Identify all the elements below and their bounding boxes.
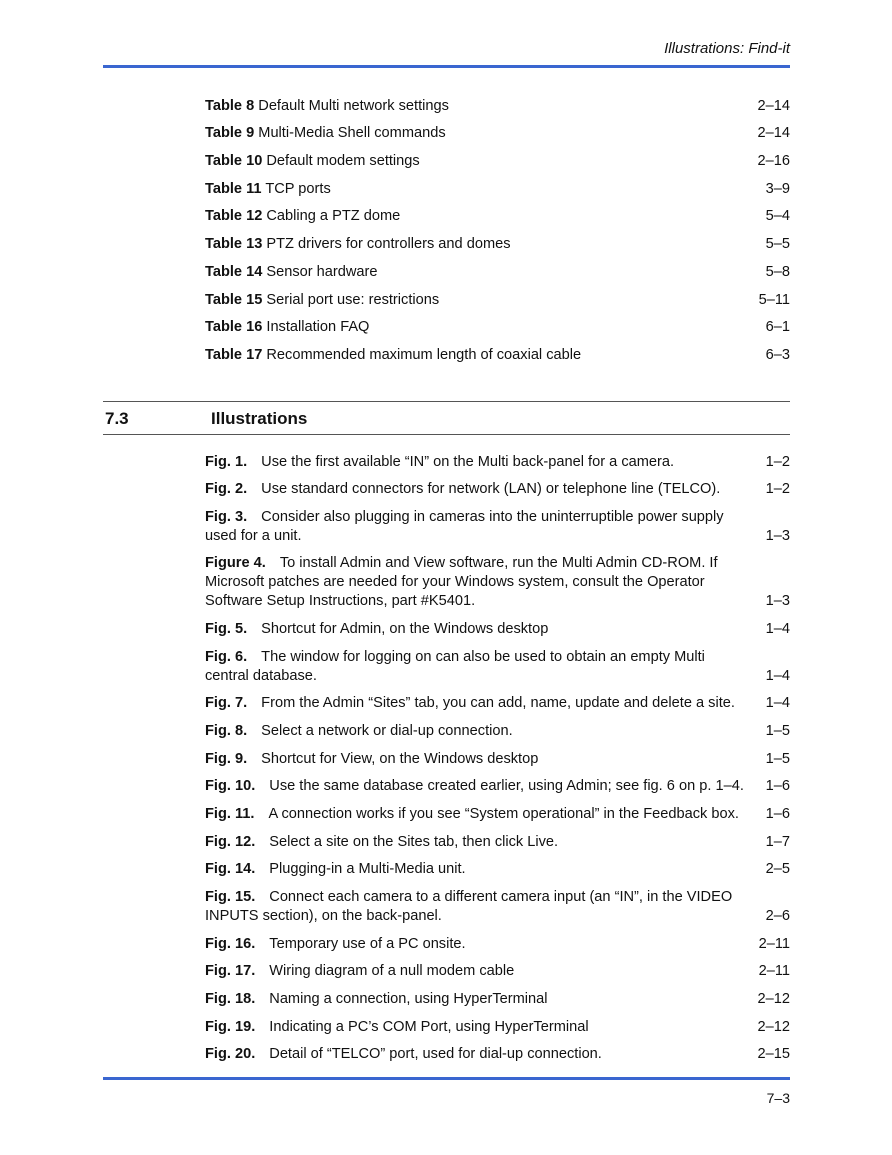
page-ref: 1–4 — [765, 621, 790, 638]
footer-rule — [103, 1077, 790, 1080]
header-rule — [103, 65, 790, 68]
list-item — [205, 1009, 790, 1037]
table-label: Table 16 — [205, 319, 263, 336]
figure-label: Fig. 7. — [205, 695, 248, 712]
figure-list — [205, 444, 790, 1064]
figure-label: Fig. 1. — [205, 453, 248, 470]
list-item: Table 16 Installation FAQ 6–1 — [205, 319, 790, 336]
page-ref: 1–4 — [765, 695, 790, 712]
list-item: Table 13 PTZ drivers for controllers and domes 5–5 — [205, 236, 790, 253]
figure-caption: A connection works if you see “System operational” in the Feedback box. — [268, 806, 739, 822]
list-item — [205, 796, 790, 824]
page-ref: 1–3 — [765, 527, 790, 544]
figure-label: Fig. 19. — [205, 1018, 256, 1035]
figure-caption: Wiring diagram of a null modem cable — [269, 963, 515, 980]
figure-label: Fig. 16. — [205, 935, 256, 952]
figure-caption: Use the first available “IN” on the Multi back-panel for a camera. — [261, 453, 675, 470]
page-ref: 2–11 — [758, 963, 790, 980]
figure-caption: To install Admin and View software, run the Multi Admin CD-ROM. If Microsoft patches are needed for your Windows system, consult the Operator Software Setup Instructions, part #K5401. — [205, 555, 718, 610]
figure-caption: Consider also plugging in cameras into the uninterruptible power supply used for a unit. — [205, 508, 724, 544]
list-item: Table 15 Serial port use: restrictions 5–11 — [205, 291, 790, 308]
page-ref: 1–5 — [765, 722, 790, 739]
figure-label: Fig. 2. — [205, 481, 248, 498]
table-list — [205, 88, 790, 365]
list-item — [205, 879, 790, 926]
page-ref: 2–5 — [765, 861, 790, 878]
figure-label: Fig. 3. — [205, 508, 248, 525]
figure-label: Fig. 9. — [205, 750, 248, 767]
figure-label: Fig. 8. — [205, 722, 248, 739]
list-item: Table 9 Multi-Media Shell commands 2–14 — [205, 125, 790, 142]
figure-label: Fig. 12. — [205, 833, 256, 850]
page-ref: 2–11 — [758, 935, 790, 952]
table-label: Table 12 — [205, 208, 263, 225]
table-label: Table 11 — [205, 180, 262, 197]
figure-caption: Select a site on the Sites tab, then click Live. — [269, 833, 559, 850]
page-number: 7–3 — [766, 1090, 790, 1106]
figure-caption: Detail of “TELCO” port, used for dial-up connection. — [269, 1046, 602, 1063]
section-rule — [103, 434, 790, 435]
page-ref: 2–6 — [765, 907, 790, 924]
list-item — [205, 444, 790, 472]
table-label: Table 14 — [205, 263, 263, 280]
page-ref: 1–7 — [765, 833, 790, 850]
section-title: Illustrations — [211, 409, 308, 428]
list-item — [205, 981, 790, 1009]
list-item — [205, 472, 790, 500]
list-item — [205, 769, 790, 797]
list-item — [205, 499, 790, 546]
figure-label: Fig. 14. — [205, 861, 256, 878]
list-item — [205, 713, 790, 741]
figure-label: Fig. 18. — [205, 990, 256, 1007]
table-label: Table 8 — [205, 97, 255, 114]
figure-label: Fig. 15. — [205, 888, 256, 905]
list-item: Table 14 Sensor hardware 5–8 — [205, 263, 790, 280]
list-item — [205, 546, 790, 612]
figure-caption: Use the same database created earlier, using Admin; see fig. 6 on p. 1–4. — [269, 778, 744, 795]
page-ref: 1–5 — [765, 750, 790, 767]
table-label: Table 9 — [205, 125, 255, 142]
page-ref: 1–2 — [765, 453, 790, 470]
list-item: Table 8 Default Multi network settings 2–14 — [205, 97, 790, 114]
list-item — [205, 686, 790, 714]
page-ref: 1–2 — [765, 481, 790, 498]
figure-caption: Temporary use of a PC onsite. — [269, 935, 466, 952]
figure-caption: From the Admin “Sites” tab, you can add, name, update and delete a site. — [261, 695, 735, 712]
figure-caption: Select a network or dial-up connection. — [261, 722, 513, 739]
list-item: Table 10 Default modem settings 2–16 — [205, 153, 790, 170]
figure-label: Fig. 6. — [205, 648, 248, 665]
section-rule — [103, 401, 790, 402]
list-item — [205, 639, 790, 686]
list-item: Table 17 Recommended maximum length of coaxial cable 6–3 — [205, 346, 790, 363]
figure-caption: Shortcut for View, on the Windows desktop — [261, 750, 539, 767]
section-number: 7.3 — [105, 409, 129, 428]
table-label: Table 13 — [205, 236, 263, 253]
list-item — [205, 852, 790, 880]
list-item: Table 12 Cabling a PTZ dome 5–4 — [205, 208, 790, 225]
table-label: Table 10 — [205, 153, 263, 170]
page-ref: 2–12 — [757, 990, 790, 1007]
figure-caption: Plugging-in a Multi-Media unit. — [269, 861, 466, 878]
page-ref: 1–3 — [765, 593, 790, 610]
page-ref: 1–4 — [765, 667, 790, 684]
figure-label: Figure 4. — [205, 555, 266, 572]
figure-label: Fig. 10. — [205, 778, 256, 795]
table-label: Table 15 — [205, 291, 263, 308]
list-item: Table 11 TCP ports 3–9 — [205, 180, 790, 197]
list-item — [205, 611, 790, 639]
page-ref: 2–12 — [757, 1018, 790, 1035]
figure-caption: Indicating a PC’s COM Port, using HyperTerminal — [269, 1018, 589, 1035]
figure-caption: Shortcut for Admin, on the Windows desktop — [261, 621, 549, 638]
list-item — [205, 1037, 790, 1065]
figure-caption: Use standard connectors for network (LAN) or telephone line (TELCO). — [261, 481, 721, 498]
figure-label: Fig. 20. — [205, 1046, 256, 1063]
figure-caption: Naming a connection, using HyperTerminal — [269, 990, 548, 1007]
list-item — [205, 954, 790, 982]
list-item — [205, 741, 790, 769]
page-ref: 2–15 — [757, 1046, 790, 1063]
page-ref: 1–6 — [765, 778, 790, 795]
figure-label: Fig. 5. — [205, 621, 248, 638]
list-item — [205, 824, 790, 852]
list-item — [205, 926, 790, 954]
page-ref: 1–6 — [765, 806, 790, 822]
table-label: Table 17 — [205, 346, 263, 363]
figure-label: Fig. 17. — [205, 963, 256, 980]
figure-caption: Connect each camera to a different camera input (an “IN”, in the VIDEO INPUTS section), on the back-panel. — [205, 888, 733, 924]
figure-caption: The window for logging on can also be used to obtain an empty Multi central database. — [205, 648, 705, 684]
figure-label: Fig. 11. — [205, 806, 255, 822]
running-head: Illustrations: Find-it — [664, 40, 790, 57]
